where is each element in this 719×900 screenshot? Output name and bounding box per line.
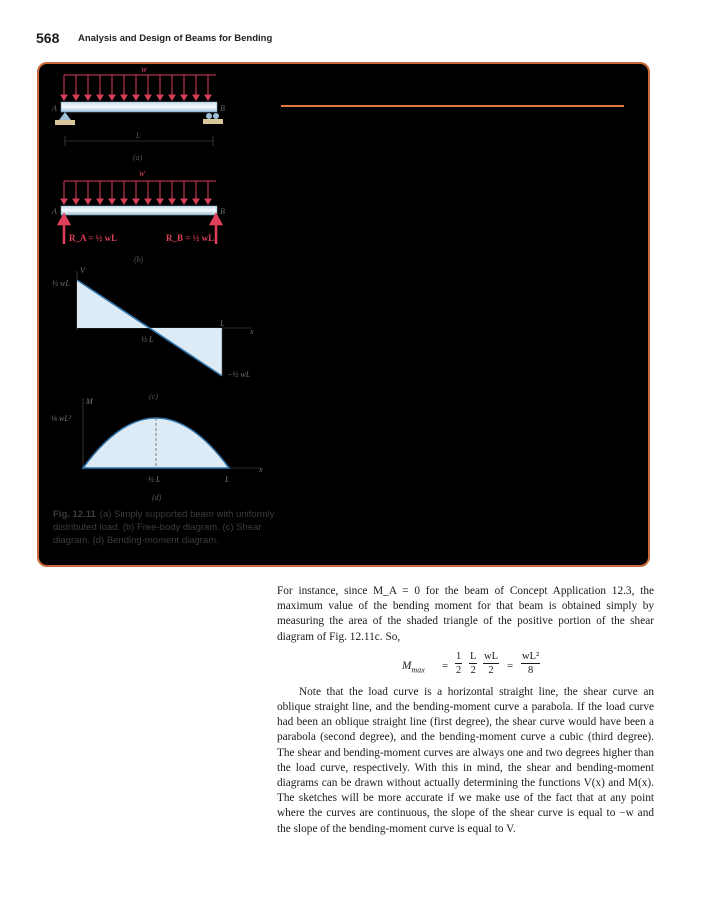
load-arrows-b bbox=[61, 181, 211, 204]
beam-a bbox=[61, 102, 217, 112]
equation-mmax bbox=[277, 647, 654, 683]
label-point-b: B bbox=[220, 104, 225, 113]
load-arrows-a bbox=[61, 75, 211, 100]
moment-span-label: L bbox=[225, 475, 230, 484]
roller-support-b bbox=[203, 113, 223, 124]
eq-frac-2: $\frac{L}{2}$ bbox=[470, 650, 477, 676]
sublabel-b: (b) bbox=[134, 255, 144, 264]
sublabel-d: (d) bbox=[152, 493, 162, 502]
figure-12-11 bbox=[39, 64, 650, 567]
moment-axis-label: M bbox=[86, 397, 93, 406]
sublabel-a: (a) bbox=[133, 153, 143, 162]
beam-b bbox=[61, 206, 217, 215]
moment-max-label: ⅛ wL² bbox=[51, 414, 72, 423]
shear-min-label: −½ wL bbox=[227, 370, 251, 379]
shear-x-label: x bbox=[250, 327, 254, 336]
reaction-label-a: R_A = ½ wL bbox=[69, 233, 118, 243]
pin-support-a bbox=[55, 112, 75, 125]
label-point-a-b: A bbox=[52, 207, 57, 216]
load-label-b: w bbox=[139, 168, 146, 178]
moment-half-span: ½ L bbox=[148, 475, 161, 484]
figure-caption bbox=[53, 508, 283, 547]
body-text bbox=[277, 584, 654, 837]
running-head: Analysis and Design of Beams for Bending bbox=[78, 33, 273, 44]
caption-label: Fig. 12.11 bbox=[53, 509, 96, 520]
eq-equals-2: = bbox=[507, 659, 514, 672]
sublabel-c: (c) bbox=[149, 392, 158, 401]
diagram-a bbox=[51, 64, 225, 162]
paragraph-1: For instance, since M_A = 0 for the beam of Concept Application 12.3, the maximum value of the bending moment for that beam is obtained simply by measuring the area of the shaded triangle of the positive portion of the shear diagram of Fig. 12.11c. So, bbox=[277, 585, 654, 643]
shear-max-label: ½ wL bbox=[52, 279, 70, 288]
figure-panel bbox=[37, 62, 650, 567]
diagram-b bbox=[51, 168, 225, 264]
reaction-label-b: R_B = ½ wL bbox=[166, 233, 215, 243]
eq-frac-1: $\frac{1}{2}$ bbox=[456, 650, 462, 676]
shear-half-span: ½ L bbox=[141, 335, 154, 344]
paragraph-2: Note that the load curve is a horizontal straight line, the shear curve an oblique straight line, and the bending-moment curve a parabola. If the load curve had been an oblique straight line (first degree), the shear curve would have been a parabola (second degree), and the bending-moment curve a cubic (third degree). The shear and bending-moment curves are always one and two degrees higher than the load curve, respectively. With this in mind, the shear and bending-moment diagrams can be drawn without actually determining the functions V(x) and M(x). The sketches will be more accurate if we make use of the fact that at any point where the curves are continuous, the slope of the shear curve is equal to −w and the slope of the bending-moment curve is equal to V. bbox=[277, 685, 654, 835]
eq-lhs: $M_{max}$ bbox=[402, 659, 425, 675]
diagram-d bbox=[51, 397, 263, 502]
eq-frac-4: $\frac{\text{wL²}}{8}$ bbox=[522, 650, 540, 676]
diagram-c bbox=[52, 266, 254, 401]
shear-span-label: L bbox=[220, 319, 225, 328]
eq-frac-3: $\frac{wL}{2}$ bbox=[484, 650, 498, 676]
shear-axis-label: V bbox=[80, 266, 85, 275]
moment-x-label: x bbox=[259, 465, 263, 474]
label-point-a: A bbox=[52, 104, 57, 113]
eq-equals-1: = bbox=[442, 659, 449, 672]
reaction-arrow-a bbox=[59, 215, 69, 244]
caption-text: (a) Simply supported beam with uniformly distributed load. (b) Free-body diagram. (c) Shear diagram. (d) Bending-moment diagram. bbox=[53, 509, 275, 546]
span-label-a: L bbox=[136, 131, 141, 140]
load-label-a: w bbox=[141, 64, 148, 74]
label-point-b-b: B bbox=[220, 207, 225, 216]
page-number: 568 bbox=[36, 30, 60, 46]
